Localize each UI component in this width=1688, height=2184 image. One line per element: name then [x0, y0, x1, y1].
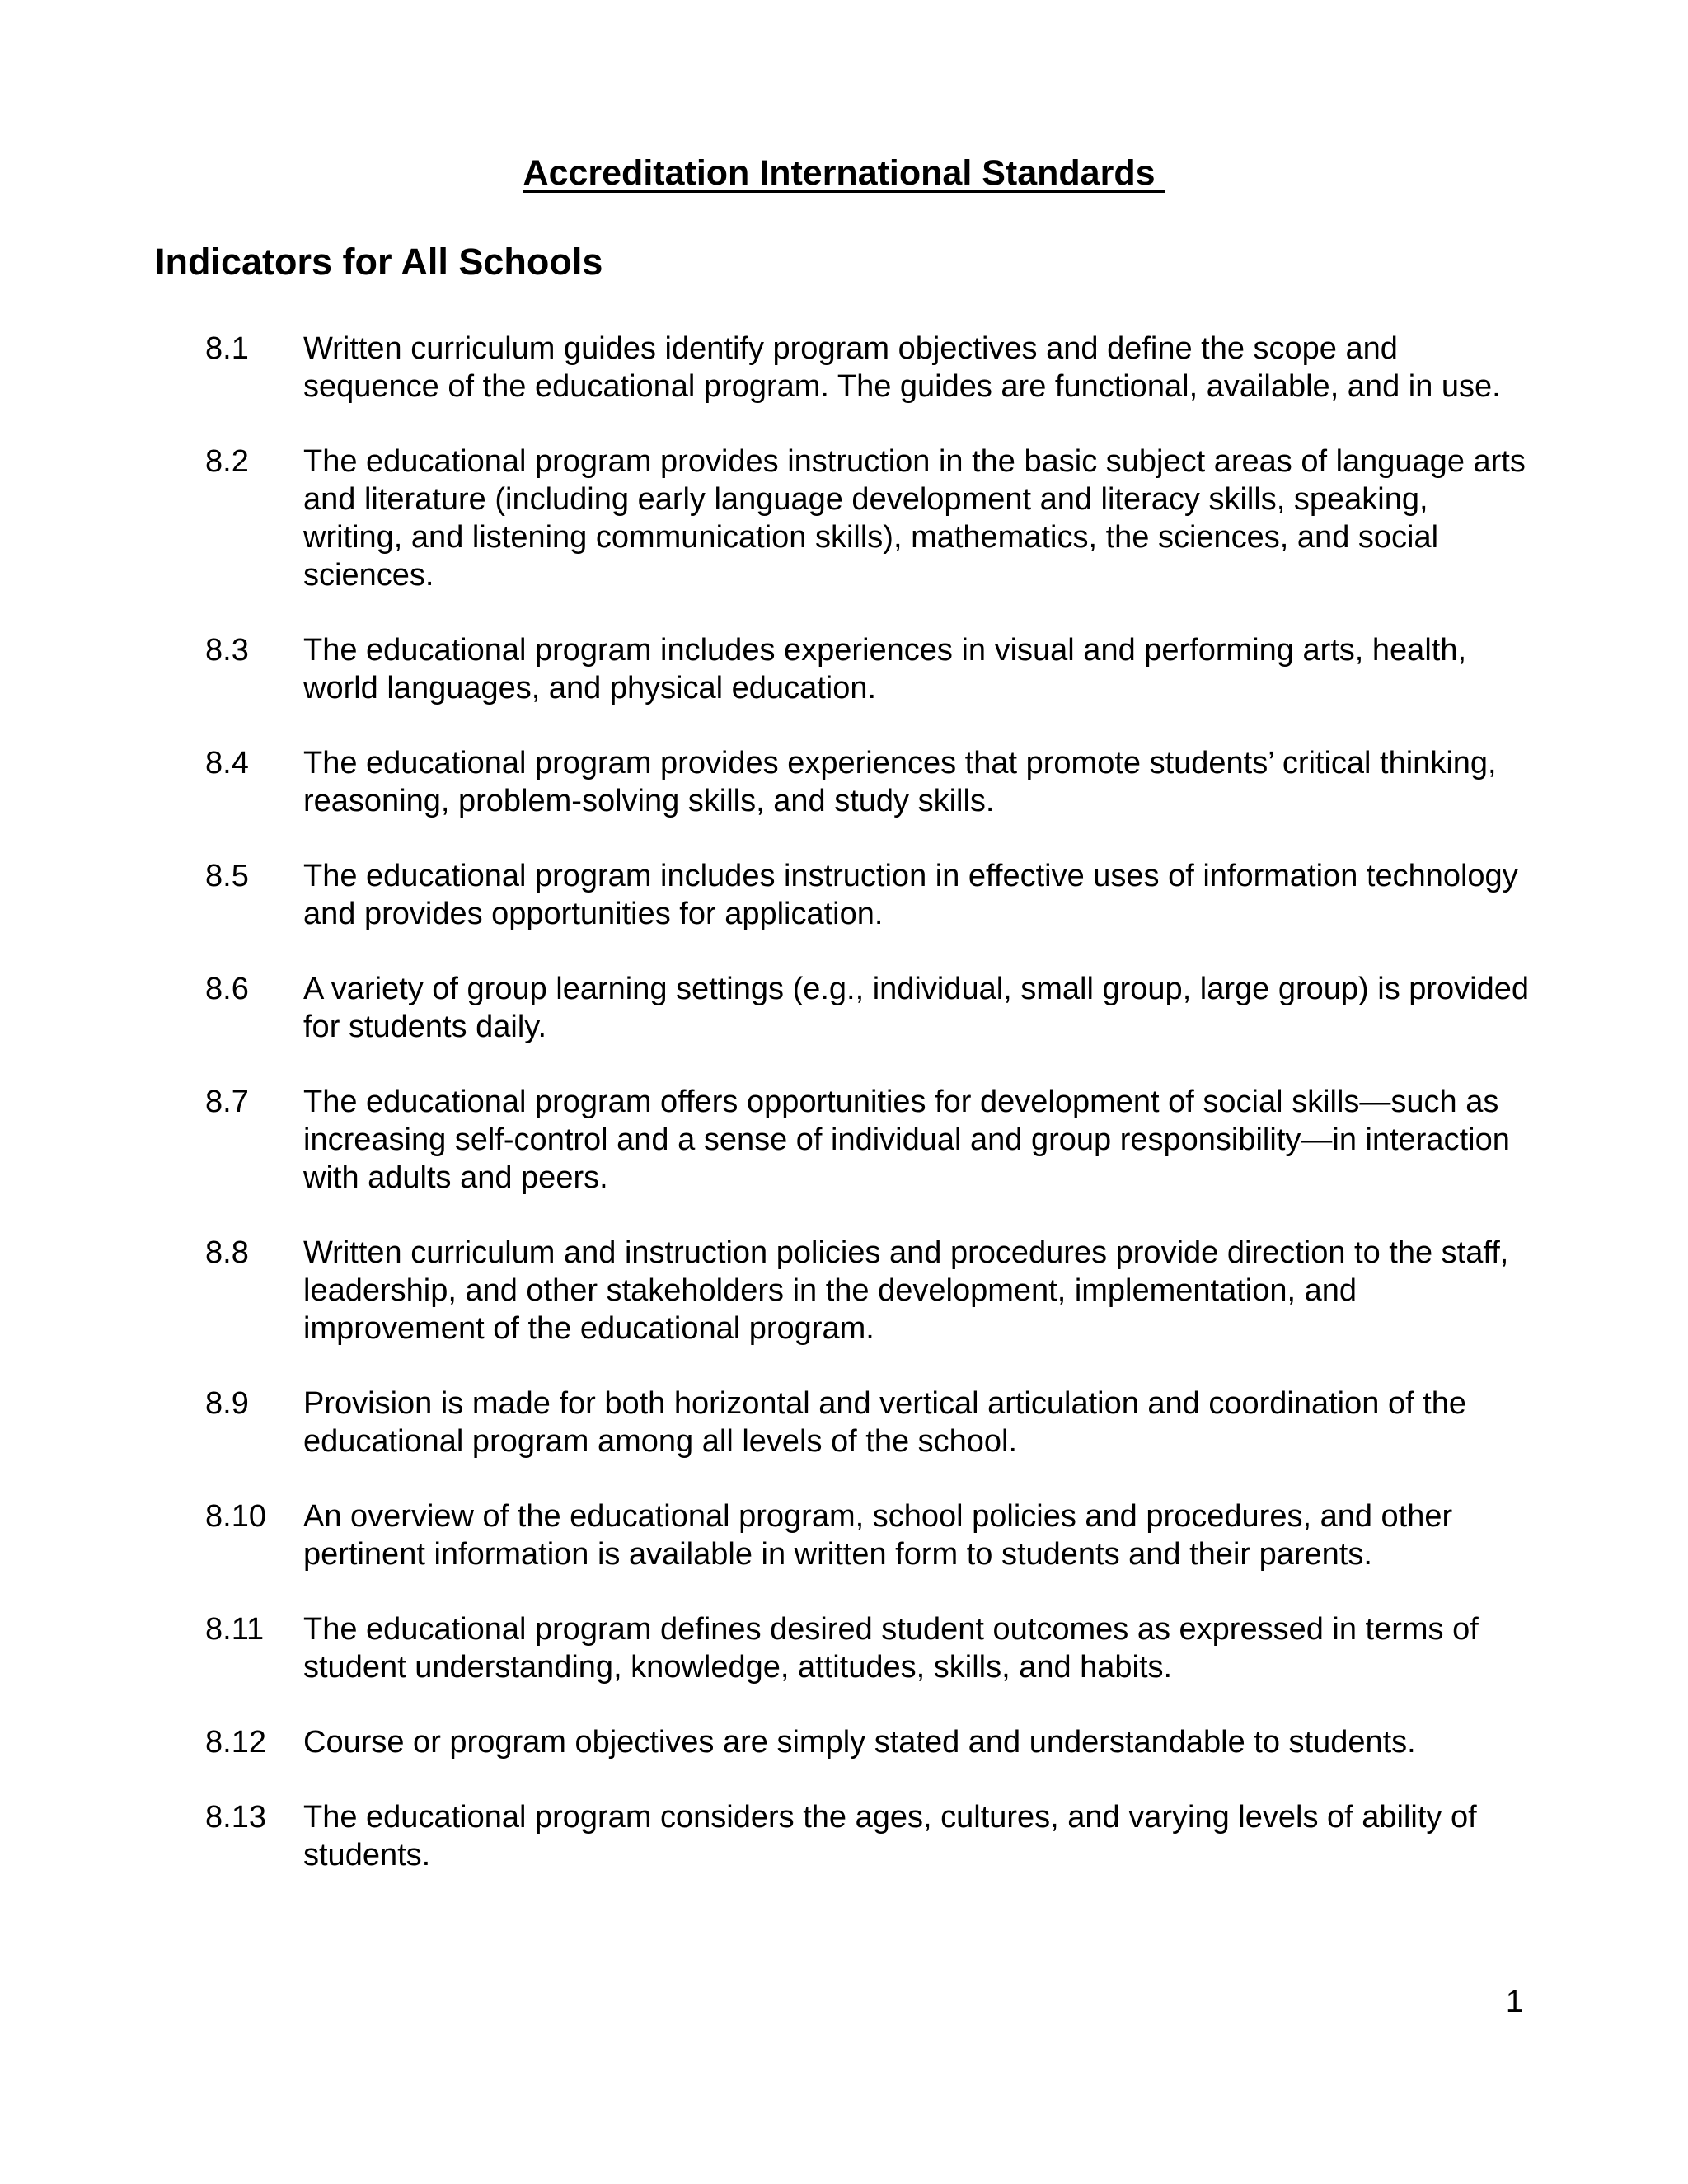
indicator-item — [0, 330, 1688, 405]
indicator-item — [0, 631, 1688, 707]
indicator-text: The educational program provides instruction in the basic subject areas of language arts and literature (including early language development and literacy skills, speaking, writing, and listening communication skills), mathematics, the sciences, and social sciences. — [303, 444, 1526, 593]
indicator-item — [0, 443, 1688, 594]
indicator-item — [0, 1385, 1688, 1460]
section-heading: Indicators for All Schools — [155, 241, 603, 283]
indicator-item — [0, 1234, 1688, 1347]
indicator-text: The educational program provides experiences that promote students’ critical thinking, reasoning, problem-solving skills, and study skills. — [303, 746, 1497, 818]
indicator-number: 8.13 — [205, 1800, 266, 1835]
indicator-text: The educational program offers opportunities for development of social skills—such as increasing self-control and a sense of individual and group responsibility—in interaction with adults and peers. — [303, 1085, 1510, 1195]
indicator-item — [0, 1083, 1688, 1197]
indicator-text: An overview of the educational program, school policies and procedures, and other pertinent information is available in written form to students and their parents. — [303, 1499, 1453, 1572]
indicator-item — [0, 1497, 1688, 1573]
indicator-number: 8.10 — [205, 1499, 266, 1534]
indicator-item — [0, 857, 1688, 933]
indicator-text: The educational program includes instruction in effective uses of information technology and provides opportunities for application. — [303, 859, 1518, 931]
page-number: 1 — [1505, 1985, 1523, 2019]
indicator-text: The educational program includes experiences in visual and performing arts, health, world languages, and physical education. — [303, 633, 1467, 705]
indicator-number: 8.12 — [205, 1725, 266, 1760]
indicator-number: 8.8 — [205, 1235, 249, 1270]
indicator-number: 8.7 — [205, 1085, 249, 1119]
indicator-text: Course or program objectives are simply stated and understandable to students. — [303, 1725, 1416, 1760]
indicator-number: 8.5 — [205, 859, 249, 893]
indicator-text: The educational program defines desired student outcomes as expressed in terms of student understanding, knowledge, attitudes, skills, and habits. — [303, 1612, 1479, 1685]
indicator-number: 8.2 — [205, 444, 249, 479]
indicator-item — [0, 1798, 1688, 1874]
document-title: Accreditation International Standards — [523, 153, 1165, 193]
indicator-number: 8.3 — [205, 633, 249, 668]
indicator-item — [0, 970, 1688, 1046]
indicator-text: A variety of group learning settings (e.g., individual, small group, large group) is provided for students daily. — [303, 972, 1530, 1044]
indicator-number: 8.4 — [205, 746, 249, 780]
indicator-number: 8.6 — [205, 972, 249, 1006]
indicator-text: Written curriculum and instruction policies and procedures provide direction to the staff, leadership, and other stakeholders in the development, implementation, and improvement of the educational program. — [303, 1235, 1509, 1346]
indicator-item — [0, 1723, 1688, 1761]
indicator-list — [0, 330, 1688, 1911]
indicator-item — [0, 1610, 1688, 1686]
indicator-number: 8.9 — [205, 1386, 249, 1421]
indicator-item — [0, 744, 1688, 820]
indicator-text: Written curriculum guides identify program objectives and define the scope and sequence of the educational program. The guides are functional, available, and in use. — [303, 331, 1501, 404]
indicator-number: 8.11 — [205, 1612, 265, 1647]
indicator-number: 8.1 — [205, 331, 249, 366]
indicator-text: Provision is made for both horizontal and vertical articulation and coordination of the educational program among all levels of the school. — [303, 1386, 1467, 1459]
indicator-text: The educational program considers the ages, cultures, and varying levels of ability of students. — [303, 1800, 1477, 1872]
